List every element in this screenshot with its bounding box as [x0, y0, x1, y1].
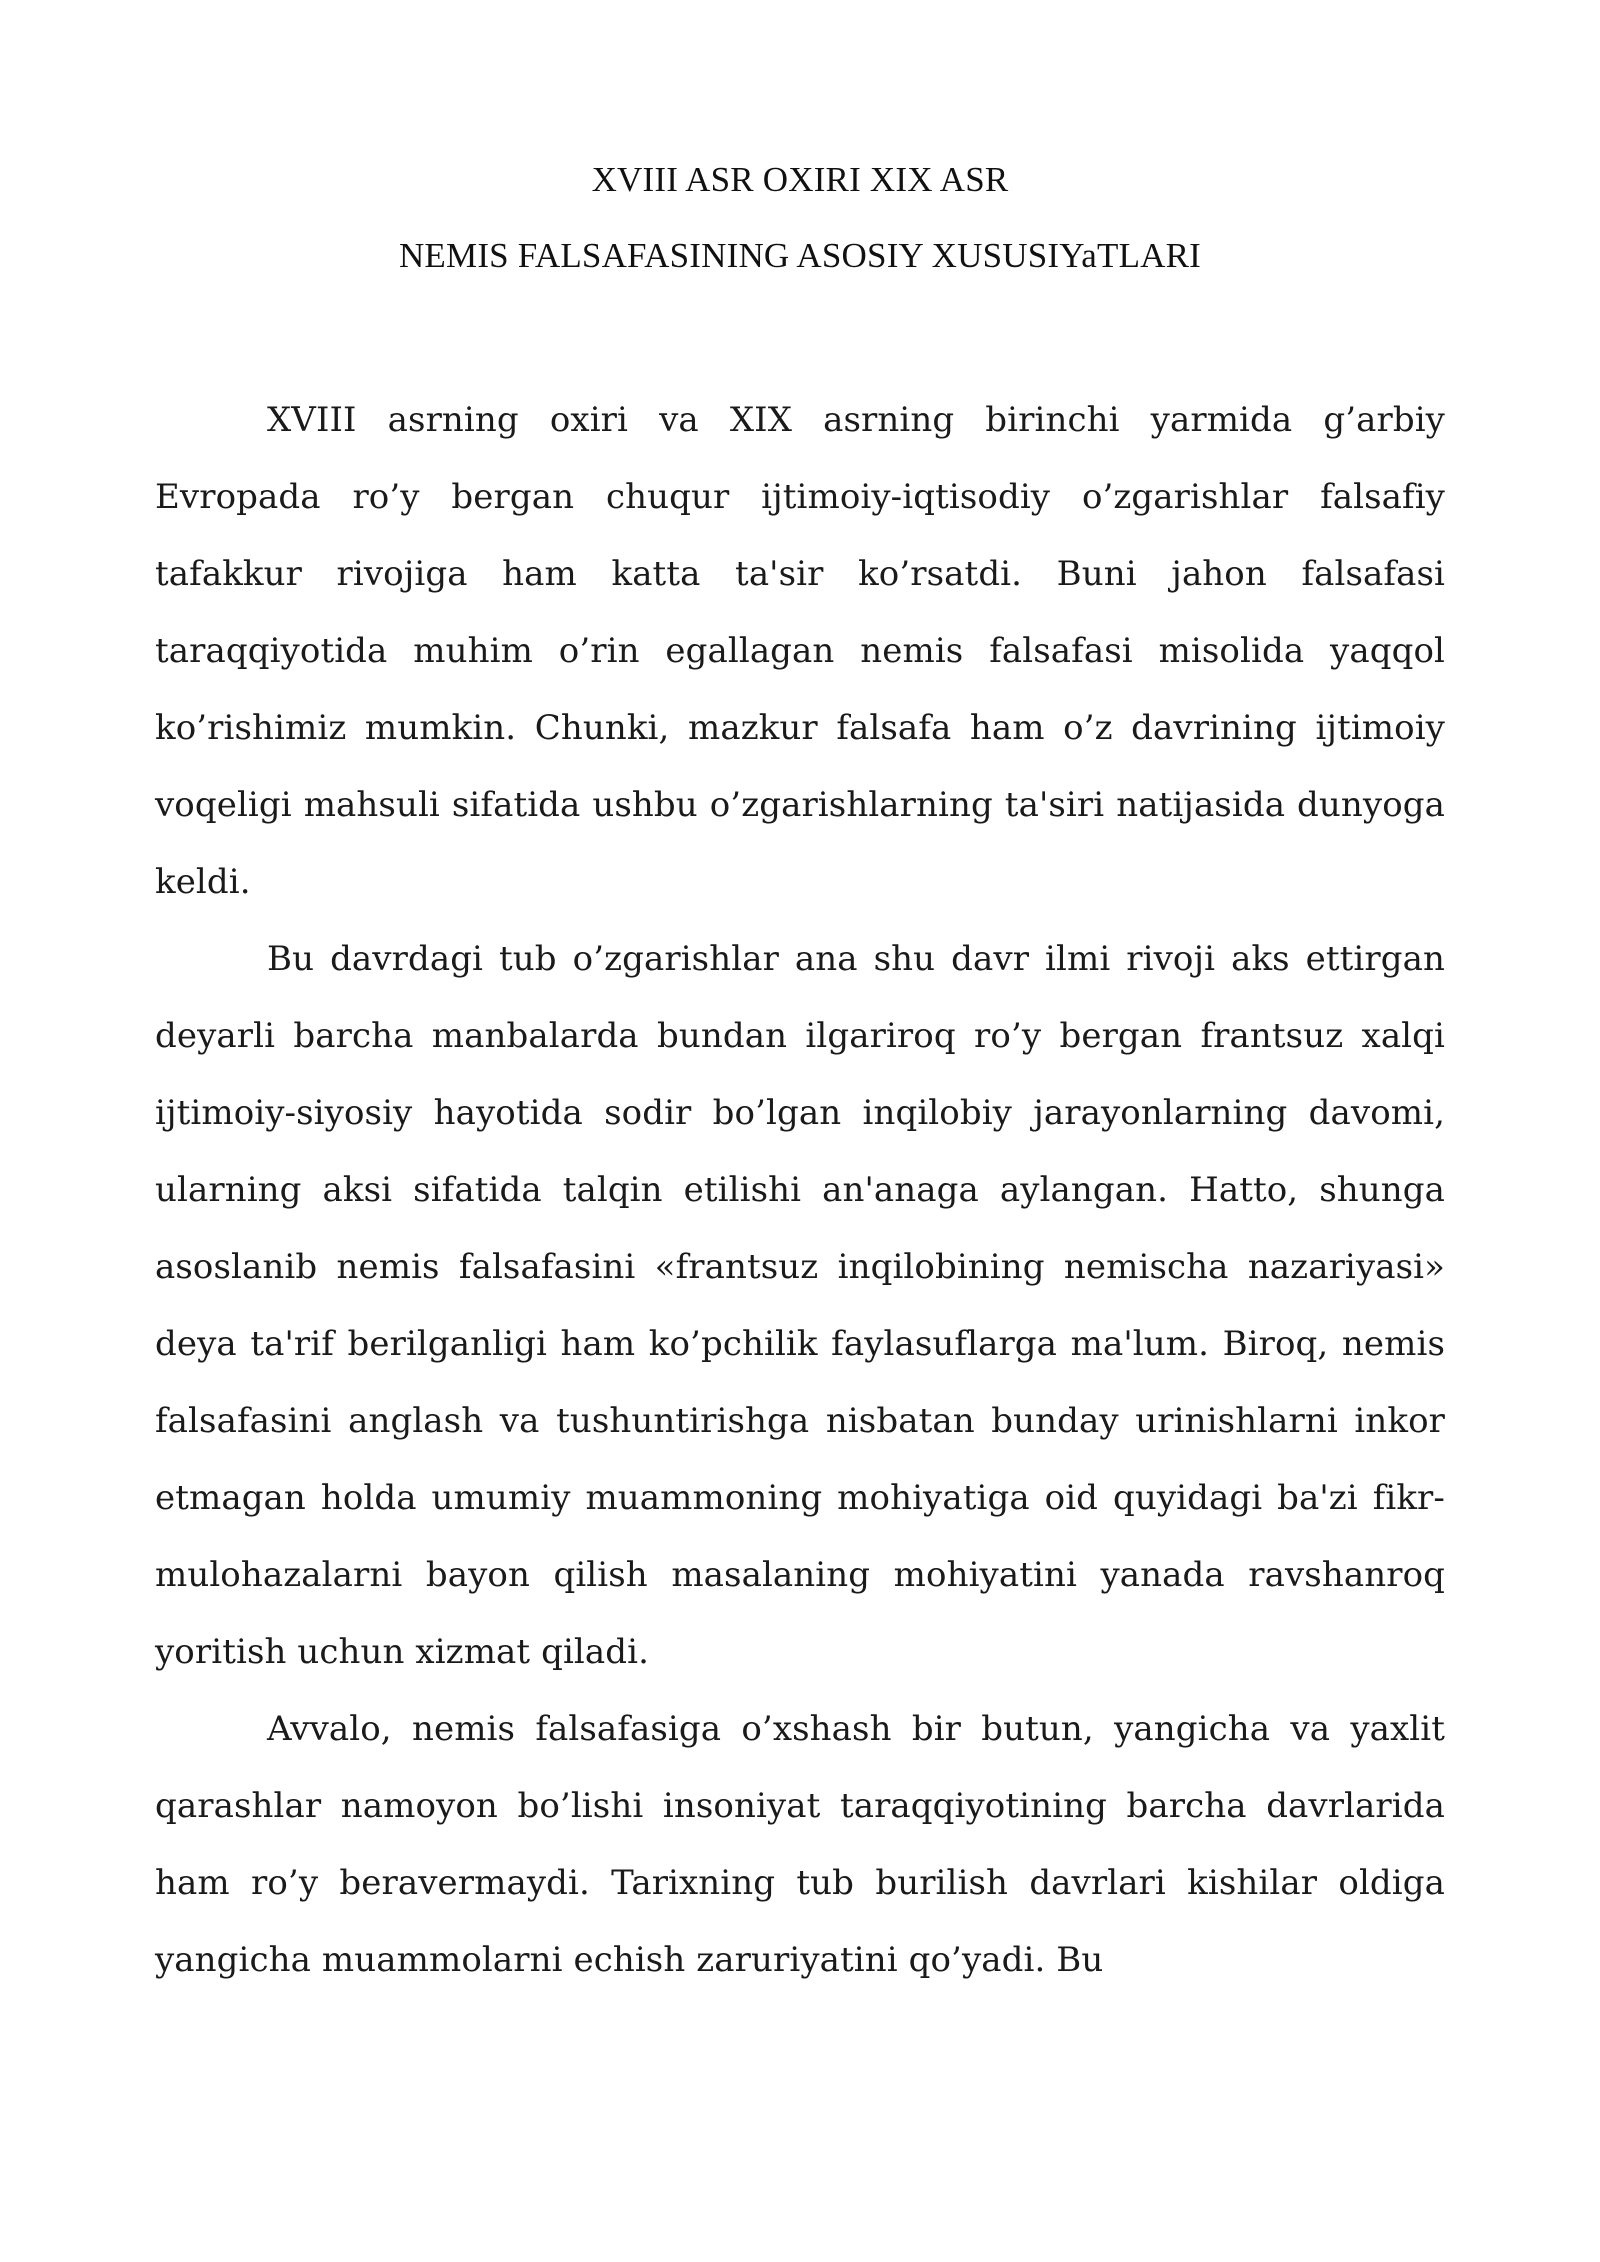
document-body: [155, 382, 1445, 1999]
paragraph-2: Bu davrdagi tub o’zgarishlar ana shu davr ilmi rivoji aks ettirgan deyarli barcha manbalarda bundan ilgariroq ro’y bergan frantsuz xalqi ijtimoiy-siyosiy hayotida sodir bo’lgan inqilobiy jarayonlarning davomi, ularning aksi sifatida talqin etilishi an'anaga aylangan. Hatto, shunga asoslanib nemis falsafasini «frantsuz inqilobining nemischa nazariyasi» deya ta'rif berilganligi ham ko’pchilik faylasuflarga ma'lum. Biroq, nemis falsafasini anglash va tushuntirishga nisbatan bunday urinishlarni inkor etmagan holda umumiy muammoning mohiyatiga oid quyidagi ba'zi fikr-mulohazalarni bayon qilish masalaning mohiyatini yanada ravshanroq yoritish uchun xizmat qiladi.: [155, 939, 1445, 1672]
document-title-line-1: XVIII ASR OXIRI XIX ASR: [591, 160, 1009, 199]
paragraph-1: XVIII asrning oxiri va XIX asrning birinchi yarmida g’arbiy Evropada ro’y bergan chuqur ijtimoiy-iqtisodiy o’zgarishlar falsafiy tafakkur rivojiga ham katta ta'sir ko’rsatdi. Buni jahon falsafasi taraqqiyotida muhim o’rin egallagan nemis falsafasi misolida yaqqol ko’rishimiz mumkin. Chunki, mazkur falsafa ham o’z davrining ijtimoiy voqeligi mahsuli sifatida ushbu o’zgarishlarning ta'siri natijasida dunyoga keldi.: [155, 400, 1445, 902]
paragraph-3: Avvalo, nemis falsafasiga o’xshash bir butun, yangicha va yaxlit qarashlar namoyon bo’lishi insoniyat taraqqiyotining barcha davrlarida ham ro’y beravermaydi. Tarixning tub burilish davrlari kishilar oldiga yangicha muammolarni echish zaruriyatini qo’yadi. Bu: [155, 1709, 1445, 1980]
document-title-line-2: NEMIS FALSAFASINING ASOSIY XUSUSIYaTLARI: [398, 236, 1202, 275]
